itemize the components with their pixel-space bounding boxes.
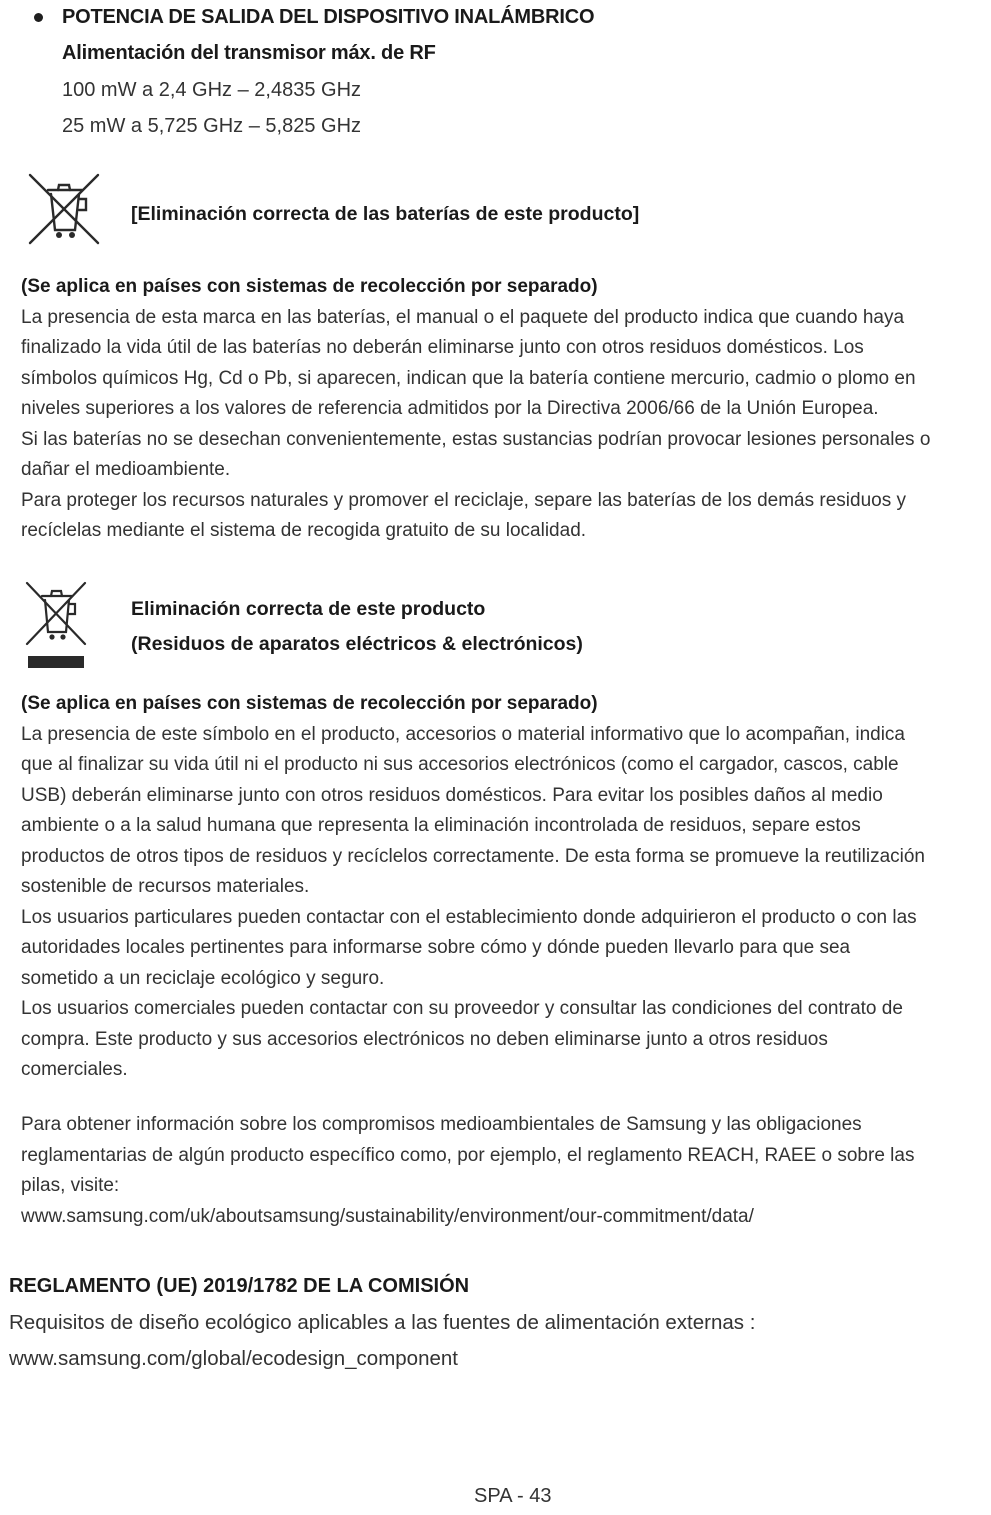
weee-line: sometido a un reciclaje ecológico y seguro.	[21, 967, 385, 989]
regulation-heading: REGLAMENTO (UE) 2019/1782 DE LA COMISIÓN	[9, 1275, 470, 1297]
battery-line: niveles superiores a los valores de referencia admitidos por la Directiva 2006/66 de la Unión Europea.	[21, 398, 879, 419]
wireless-value-1: 100 mW a 2,4 GHz – 2,4835 GHz	[62, 79, 362, 101]
weee-line: comerciales.	[21, 1059, 128, 1080]
weee-line: productos de otros tipos de residuos y recíclelos correctamente. De esta forma se promueve la reutilización	[21, 845, 925, 867]
weee-line: sostenible de recursos materiales.	[21, 876, 310, 897]
weee-title-line2: (Residuos de aparatos eléctricos & electrónicos)	[131, 633, 583, 655]
wireless-value-2: 25 mW a 5,725 GHz – 5,825 GHz	[62, 115, 362, 137]
wireless-subheading: Alimentación del transmisor máx. de RF	[62, 42, 436, 64]
bullet-dot	[34, 13, 43, 22]
info-line: pilas, visite:	[21, 1175, 120, 1196]
weee-applies: (Se aplica en países con sistemas de recolección por separado)	[21, 693, 598, 714]
battery-line: dañar el medioambiente.	[21, 459, 231, 480]
weee-line: USB) deberán eliminarse junto con otros residuos domésticos. Para evitar los posibles daños al medio	[21, 784, 883, 806]
weee-title-line1: Eliminación correcta de este producto	[131, 598, 486, 620]
info-line: Para obtener información sobre los compromisos medioambientales de Samsung y las obligaciones	[21, 1114, 862, 1135]
samsung-info-paragraph	[21, 1110, 981, 1232]
battery-line: Si las baterías no se desechan convenientemente, estas sustancias podrían provocar lesiones personales o	[21, 428, 931, 450]
battery-line: Para proteger los recursos naturales y promover el reciclaje, separe las baterías de los demás residuos y	[21, 489, 906, 511]
regulation-text: Requisitos de diseño ecológico aplicables a las fuentes de alimentación externas :	[9, 1311, 756, 1334]
ecodesign-link[interactable]: www.samsung.com/global/ecodesign_component	[9, 1347, 458, 1370]
weee-line: autoridades locales pertinentes para informarse sobre cómo y dónde pueden llevarlo para que sea	[21, 937, 851, 958]
page-number: SPA - 43	[474, 1485, 552, 1507]
weee-line: ambiente o a la salud humana que representa la eliminación incontrolada de residuos, separe estos	[21, 815, 861, 836]
battery-line: La presencia de esta marca en las baterías, el manual o el paquete del producto indica que cuando haya	[21, 306, 905, 328]
crossed-bin-with-bar-icon	[24, 580, 88, 672]
weee-paragraph	[21, 689, 981, 1086]
weee-line: Los usuarios comerciales pueden contactar con su proveedor y consultar las condiciones del contrato de	[21, 998, 903, 1019]
battery-applies: (Se aplica en países con sistemas de recolección por separado)	[21, 276, 598, 297]
weee-line: compra. Este producto y sus accesorios electrónicos no deben eliminarse junto a otros residuos	[21, 1028, 828, 1050]
info-line: reglamentarias de algún producto específico como, por ejemplo, el reglamento REACH, RAEE o sobre las	[21, 1144, 915, 1166]
weee-line: que al finalizar su vida útil ni el producto ni sus accesorios electrónicos (como el cargador, cascos, cable	[21, 754, 899, 775]
weee-line: La presencia de este símbolo en el producto, accesorios o material informativo que lo acompañan, indica	[21, 723, 906, 745]
sustainability-link[interactable]: www.samsung.com/uk/aboutsamsung/sustainability/environment/our-commitment/data/	[21, 1205, 754, 1227]
battery-title: [Eliminación correcta de las baterías de este producto]	[131, 203, 640, 225]
battery-paragraph	[21, 272, 981, 547]
crossed-bin-icon	[26, 172, 102, 246]
battery-line: recíclelas mediante el sistema de recogida gratuito de su localidad.	[21, 520, 587, 541]
wireless-heading: POTENCIA DE SALIDA DEL DISPOSITIVO INALÁMBRICO	[62, 6, 595, 28]
weee-line: Los usuarios particulares pueden contactar con el establecimiento donde adquirieron el producto o con las	[21, 906, 917, 928]
battery-line: símbolos químicos Hg, Cd o Pb, si aparecen, indican que la batería contiene mercurio, cadmio o plomo en	[21, 367, 916, 389]
battery-line: finalizado la vida útil de las baterías no deberán eliminarse junto con otros residuos domésticos. Los	[21, 337, 864, 358]
